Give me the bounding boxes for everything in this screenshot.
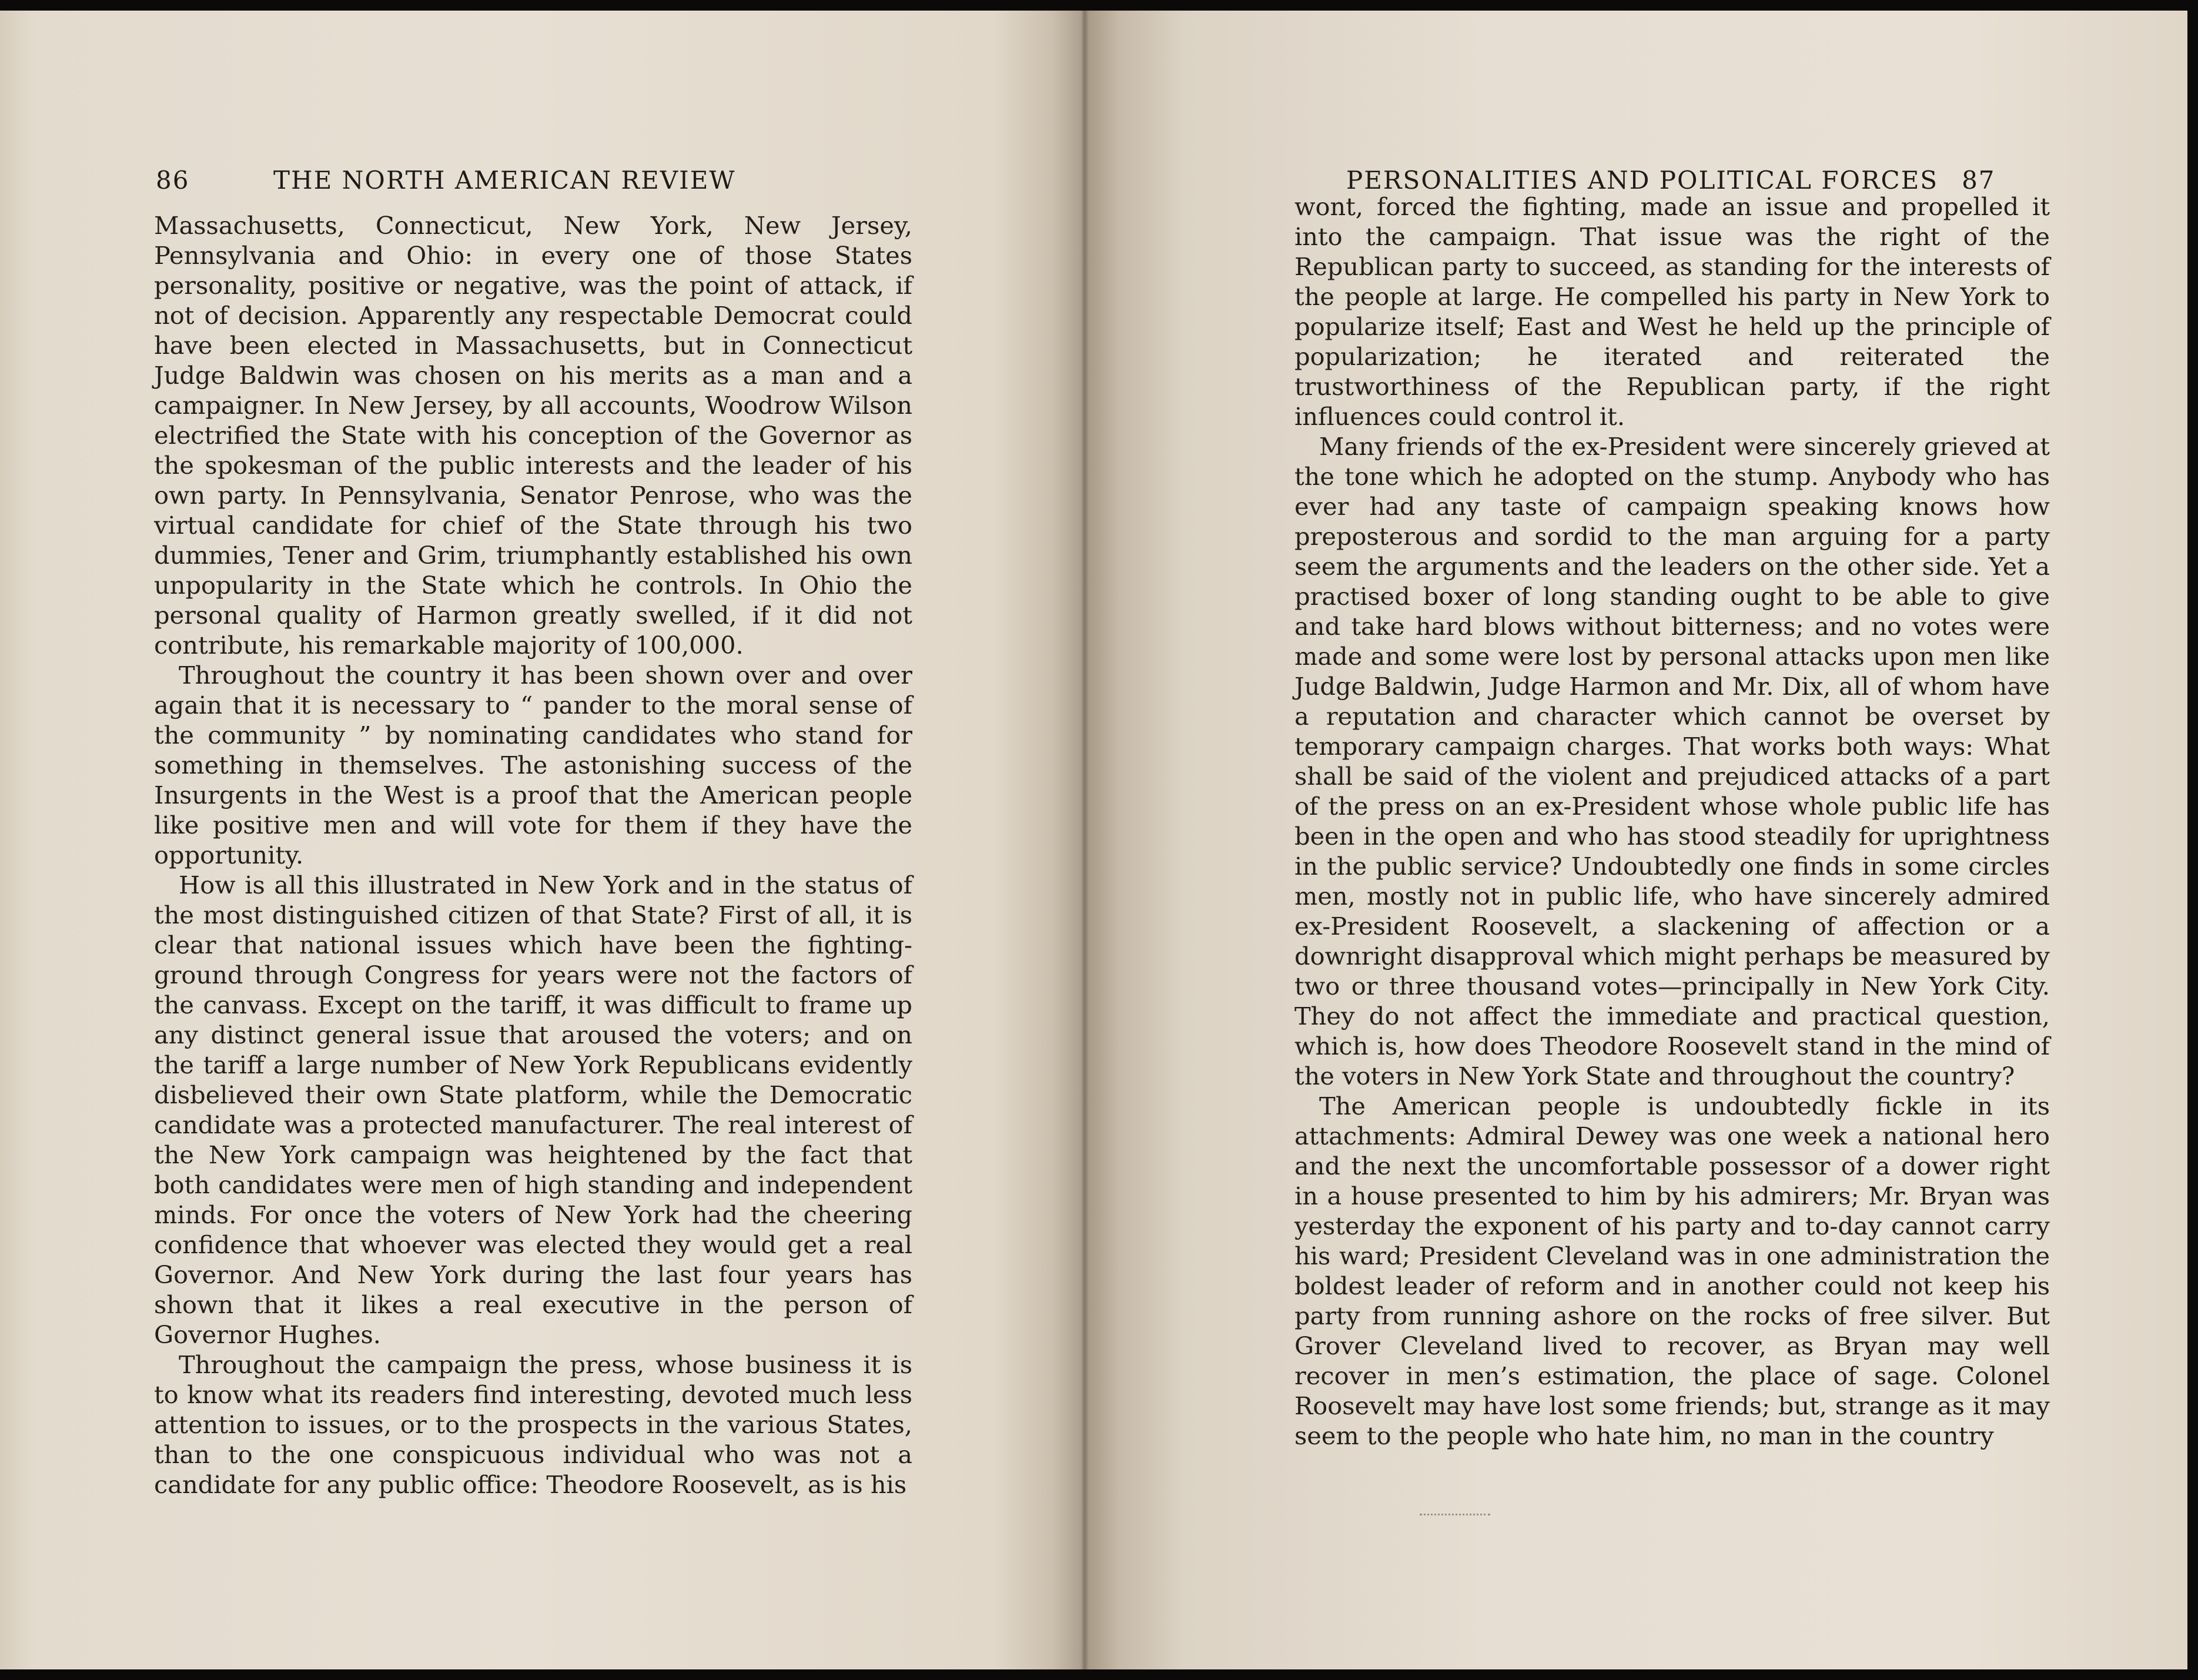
left-head-title: THE NORTH AMERICAN REVIEW [273,166,736,195]
right-running-head [1346,166,2052,195]
left-paragraph-4: Throughout the campaign the press, whose business it is to know what its readers find interesting, devoted much less attention to issues, or to the prospects in the various States, than to the one conspicuous individual who was not a candidate for any public office: Theodore Roosevelt, as is his [154,1350,912,1499]
right-paragraph-1: wont, forced the fighting, made an issue and propelled it into the campaign. That issue was the right of the Republican party to succeed, as standing for the interests of the people at large. He compelled his party in New York to popularize itself; East and West he held up the principle of popularization; he iterated and reiterated the trustworthiness of the Republican party, if the right influences could control it. [1294,192,2050,431]
book-gutter [1080,11,1089,1669]
page-smudge-mark [1420,1514,1490,1518]
right-paragraph-2: Many friends of the ex-President were sincerely grieved at the tone which he adopted on the stump. Anybody who has ever had any taste of campaign speaking knows how preposterous and sordid to the man arguing for a party seem the arguments and the leaders on the other side. Yet a practised boxer of long standing ought to be able to give and take hard blows without bitterness; and no votes were made and some were lost by personal attacks upon men like Judge Baldwin, Judge Harmon and Mr. Dix, all of whom have a reputation and character which cannot be overset by temporary campaign charges. That works both ways: What shall be said of the violent and prejudiced attacks of a part of the press on an ex-President whose whole public life has been in the open and who has stood steadily for uprightness in the public service? Undoubtedly one finds in some circles men, mostly not in public life, who have sincerely admired ex-President Roosevelt, a slackening of affection or a downright disapproval which might perhaps be measured by two or three thousand votes—principally in New York City. They do not affect the immediate and practical question, which is, how does Theodore Roosevelt stand in the mind of the voters in New York State and throughout the country? [1294,432,2050,1090]
left-paragraph-1: Massachusetts, Connecticut, New York, New Jersey, Pennsylvania and Ohio: in every one of those States personality, positive or negative, was the point of attack, if not of decision. Apparently any respectable Democrat could have been elected in Massachusetts, but in Connecticut Judge Baldwin was chosen on his merits as a man and a campaigner. In New Jersey, by all accounts, Woodrow Wilson electrified the State with his conception of the Governor as the spokesman of the public interests and the leader of his own party. In Pennsylvania, Senator Penrose, who was the virtual candidate for chief of the State through his two dummies, Tener and Grim, triumphantly established his own unpopularity in the State which he controls. In Ohio the personal quality of Harmon greatly swelled, if it did not contribute, his remarkable majority of 100,000. [154,211,912,660]
right-page-number: 87 [1962,166,1996,195]
right-text-column [1294,192,2050,1451]
left-paragraph-3: How is all this illustrated in New York and in the status of the most distinguished citizen of that State? First of all, it is clear that national issues which have been the fighting-ground through Congress for years were not the factors of the canvass. Except on the tariff, it was difficult to frame up any distinct general issue that aroused the voters; and on the tariff a large number of New York Republicans evidently disbelieved their own State platform, while the Democratic candidate was a protected manufacturer. The real interest of the New York campaign was heightened by the fact that both candidates were men of high standing and independent minds. For once the voters of New York had the cheering confidence that whoever was elected they would get a real Governor. And New York during the last four years has shown that it likes a real executive in the person of Governor Hughes. [154,871,912,1349]
left-paragraph-2: Throughout the country it has been shown over and over again that it is necessary to “ pander to the moral sense of the community ” by nominating candidates who stand for something in themselves. The astonishing success of the Insurgents in the West is a proof that the American people like positive men and will vote for them if they have the opportunity. [154,661,912,869]
right-paragraph-3: The American people is undoubtedly fickle in its attachments: Admiral Dewey was one week a national hero and the next the uncomfortable possessor of a dower right in a house presented to him by his admirers; Mr. Bryan was yesterday the exponent of his party and to-day cannot carry his ward; President Cleveland was in one administration the boldest leader of reform and in another could not keep his party from running ashore on the rocks of free silver. But Grover Cleveland lived to recover, as Bryan may well recover in men’s estimation, the place of sage. Colonel Roosevelt may have lost some friends; but, strange as it may seem to the people who hate him, no man in the country [1294,1092,2050,1450]
left-text-column [154,210,912,1500]
right-head-title: PERSONALITIES AND POLITICAL FORCES [1346,166,1939,195]
left-page-number: 86 [156,166,190,195]
left-running-head [156,166,744,195]
